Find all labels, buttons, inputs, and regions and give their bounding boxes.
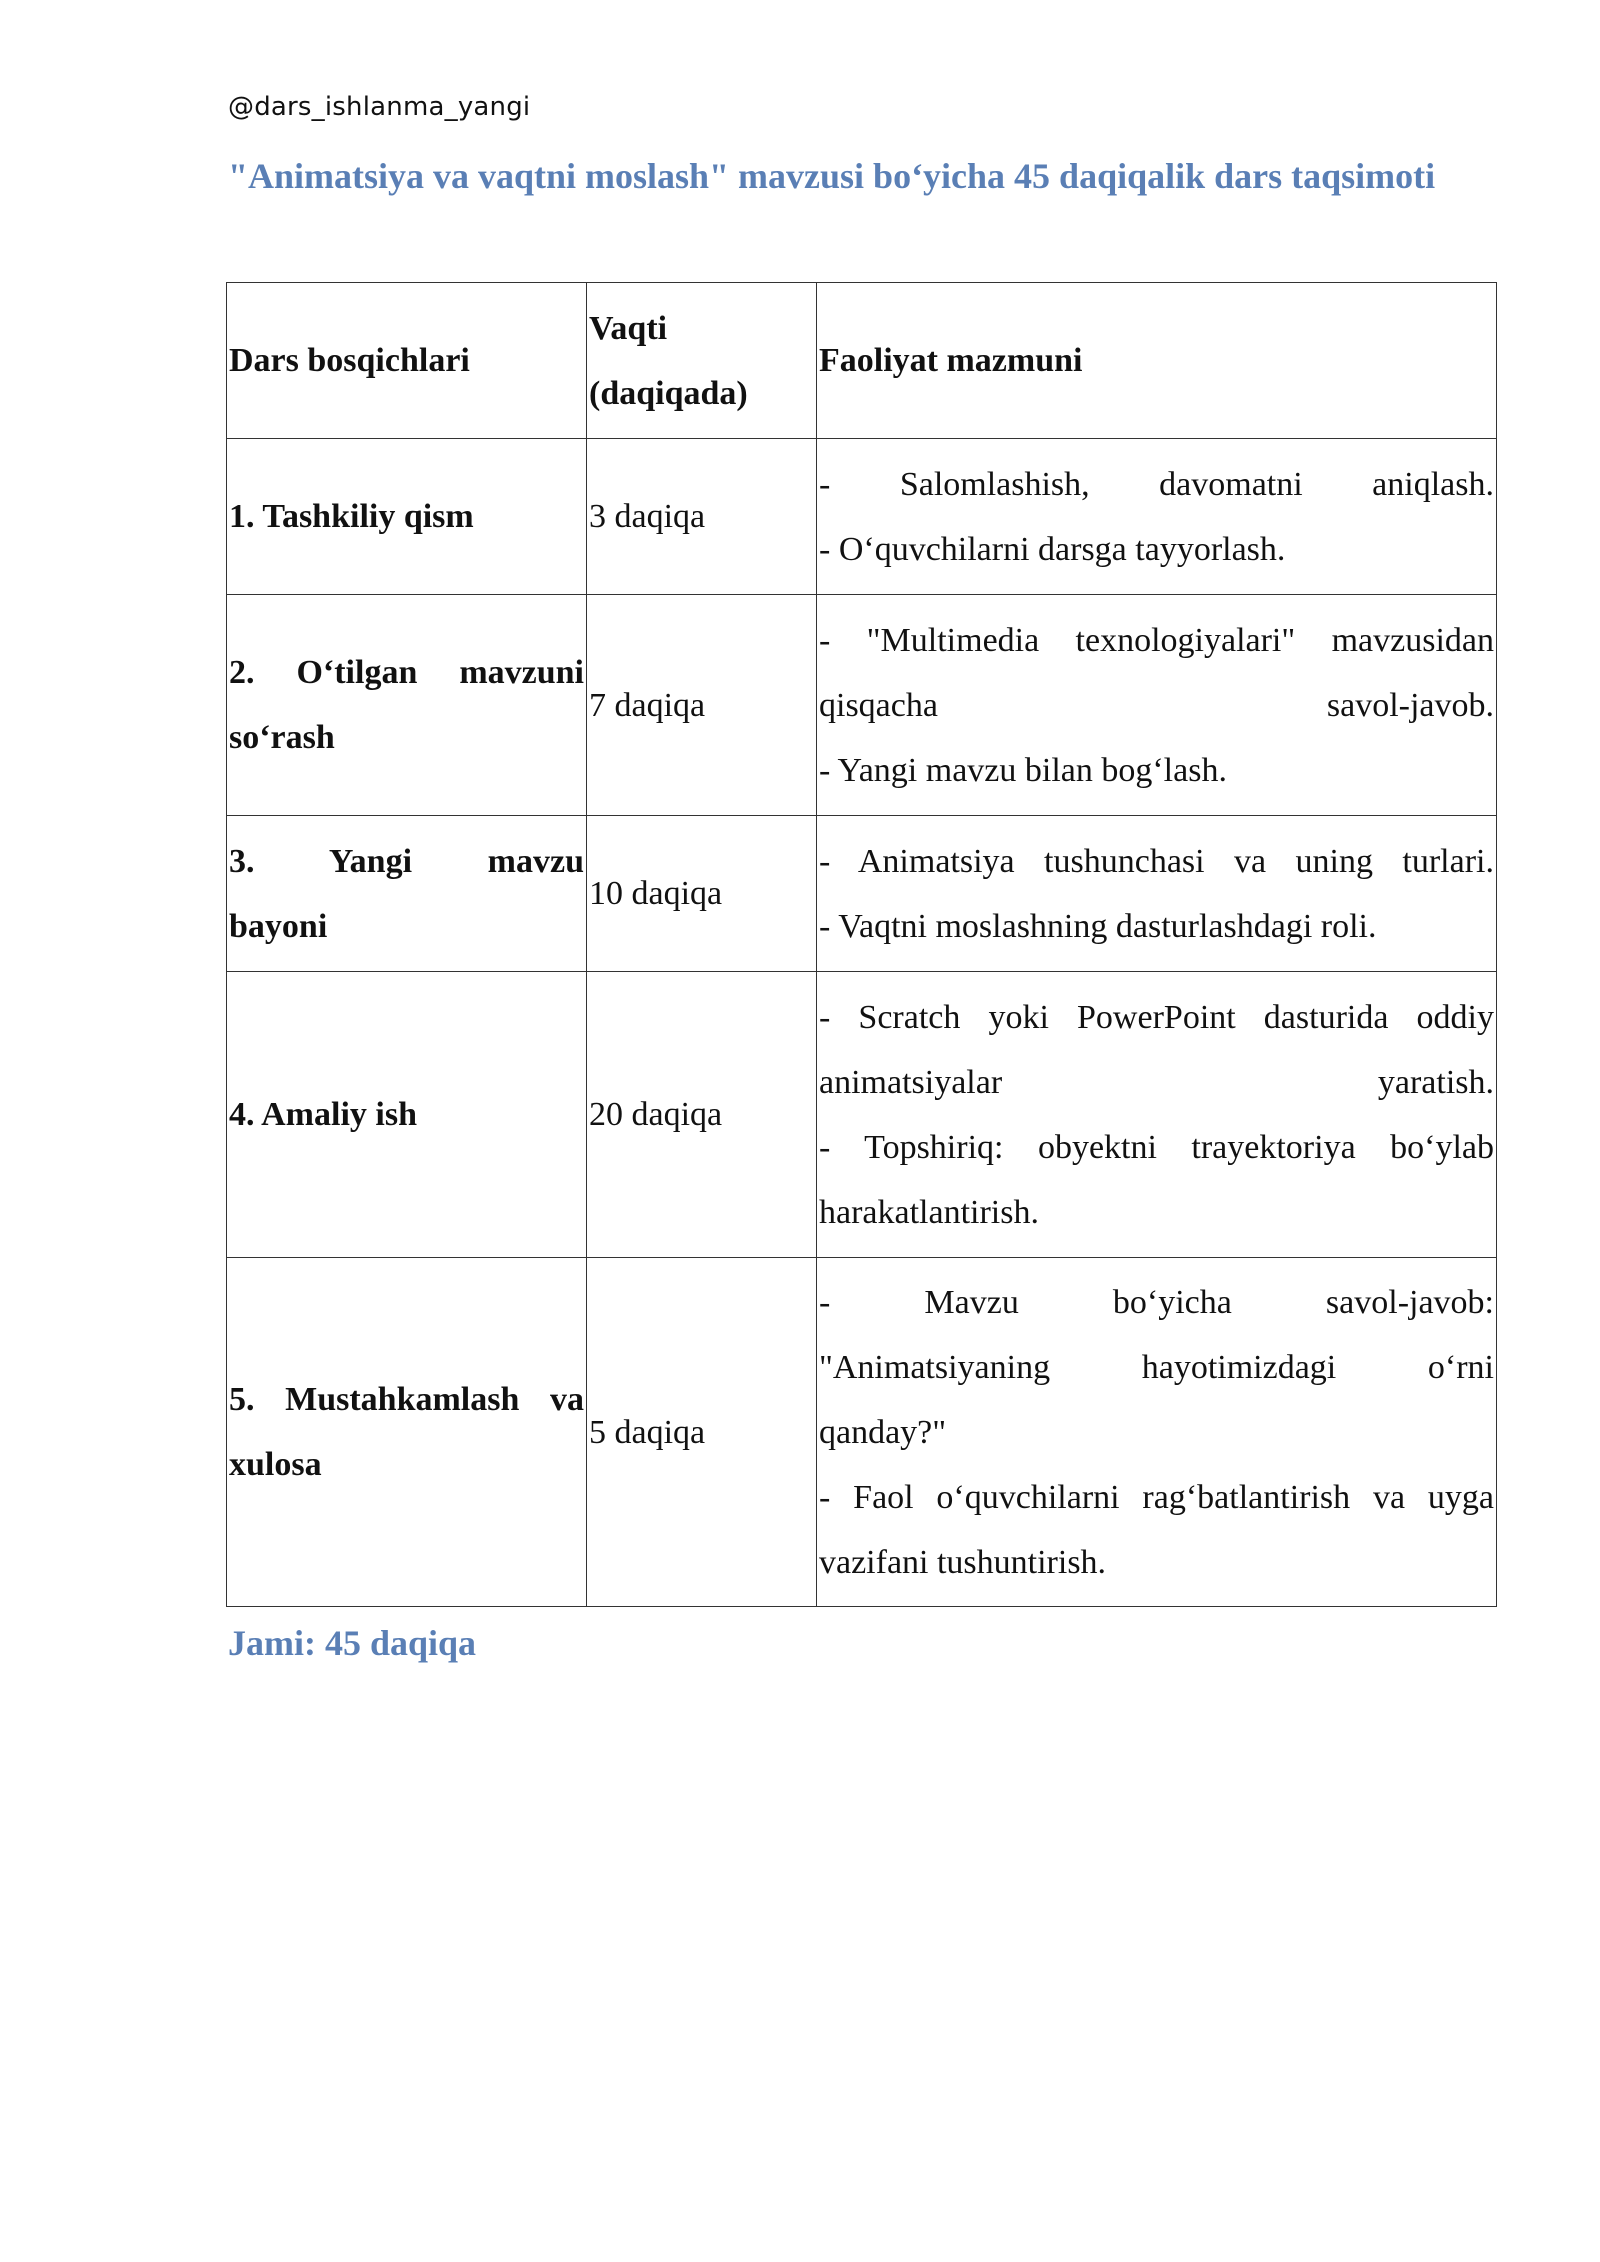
header-stage: Dars bosqichlari xyxy=(227,283,587,439)
stage-line: 5. Mustahkamlash va xyxy=(229,1381,584,1418)
content-line: - Scratch yoki PowerPoint dasturida oddiy xyxy=(819,998,1494,1036)
stage-line: 3. Yangi mavzu xyxy=(229,842,584,880)
content-line: - Vaqtni moslashning dasturlashdagi roli. xyxy=(819,907,1377,945)
table-row xyxy=(227,439,1497,595)
header-time-line1: Vaqti xyxy=(589,309,668,347)
content-line: animatsiyalar yaratish. xyxy=(819,1063,1494,1101)
total-duration: Jami: 45 daqiqa xyxy=(228,1623,477,1663)
stage-line: so‘rash xyxy=(229,719,335,756)
stage-cell xyxy=(227,816,587,972)
content-line: - Mavzu bo‘yicha savol-javob: xyxy=(819,1283,1494,1321)
content-line: - O‘quvchilarni darsga tayyorlash. xyxy=(819,530,1286,568)
header-time xyxy=(587,283,817,439)
table-row xyxy=(227,816,1497,972)
header-time-line2: (daqiqada) xyxy=(589,374,748,412)
content-cell xyxy=(817,595,1497,816)
content-line: - Topshiriq: obyektni trayektoriya bo‘ylab xyxy=(819,1128,1494,1166)
content-line: - Yangi mavzu bilan bog‘lash. xyxy=(819,751,1227,789)
content-line: harakatlantirish. xyxy=(819,1193,1039,1231)
content-line: "Animatsiyaning hayotimizdagi o‘rni xyxy=(819,1348,1494,1386)
stage-line: xulosa xyxy=(229,1446,322,1483)
time-cell: 7 daqiqa xyxy=(587,595,817,816)
time-cell: 3 daqiqa xyxy=(587,439,817,595)
channel-tag: @dars_ishlanma_yangi xyxy=(228,92,531,122)
content-line: - Animatsiya tushunchasi va uning turlari. xyxy=(819,842,1494,880)
stage-cell xyxy=(227,1258,587,1607)
content-line: vazifani tushuntirish. xyxy=(819,1543,1107,1581)
content-cell xyxy=(817,972,1497,1258)
time-cell: 20 daqiqa xyxy=(587,972,817,1258)
table-row xyxy=(227,1258,1497,1607)
stage-cell: 1. Tashkiliy qism xyxy=(227,439,587,595)
content-cell xyxy=(817,439,1497,595)
table-header-row xyxy=(227,283,1497,439)
time-cell: 10 daqiqa xyxy=(587,816,817,972)
content-line: qanday?" xyxy=(819,1413,947,1451)
content-line: - Salomlashish, davomatni aniqlash. xyxy=(819,465,1494,503)
table-row xyxy=(227,972,1497,1258)
stage-cell: 4. Amaliy ish xyxy=(227,972,587,1258)
content-line: - Faol o‘quvchilarni rag‘batlantirish va uyga xyxy=(819,1478,1494,1516)
content-cell xyxy=(817,1258,1497,1607)
time-cell: 5 daqiqa xyxy=(587,1258,817,1607)
stage-cell xyxy=(227,595,587,816)
document-title: "Animatsiya va vaqtni moslash" mavzusi bo‘yicha 45 daqiqalik dars taqsimoti xyxy=(228,156,1436,196)
table-row xyxy=(227,595,1497,816)
content-line: qisqacha savol-javob. xyxy=(819,686,1494,724)
stage-line: bayoni xyxy=(229,907,328,945)
header-content: Faoliyat mazmuni xyxy=(817,283,1497,439)
lesson-plan-table xyxy=(226,282,1497,1607)
stage-line: 2. O‘tilgan mavzuni xyxy=(229,654,584,691)
content-line: - "Multimedia texnologiyalari" mavzusidan xyxy=(819,621,1494,659)
content-cell xyxy=(817,816,1497,972)
